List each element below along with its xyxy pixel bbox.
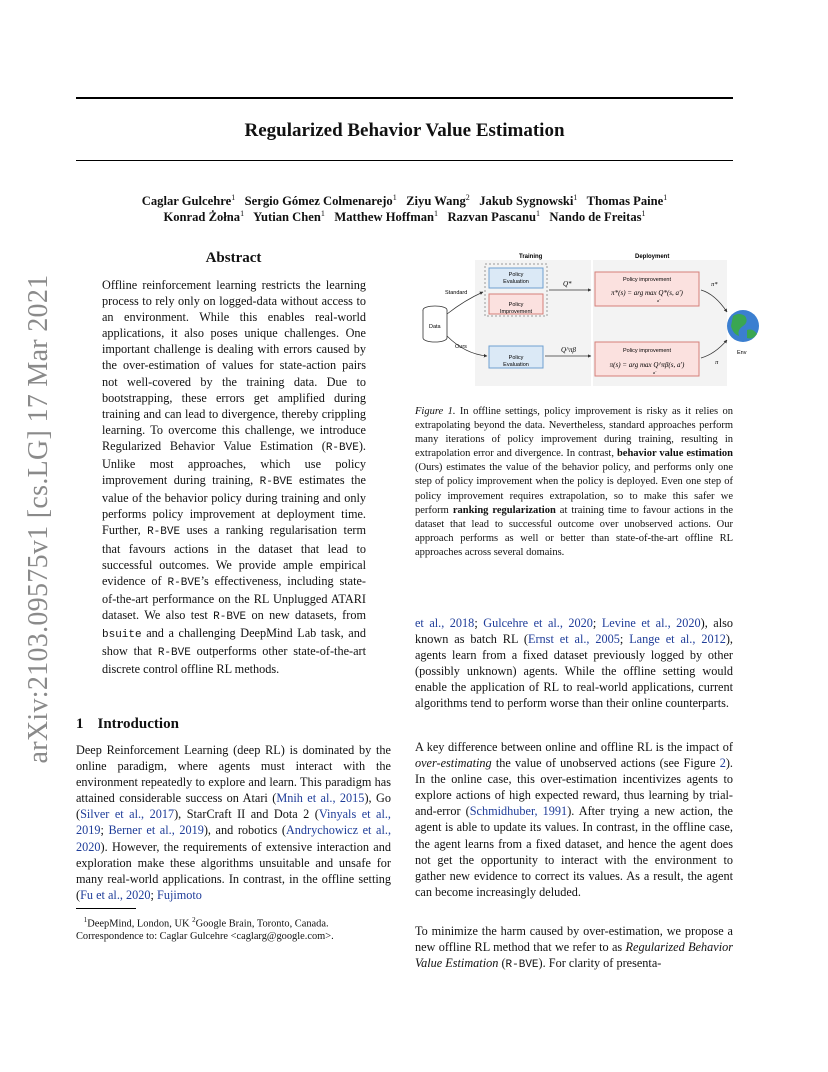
citation-link[interactable]: Gulcehre et al., 2020 [483, 616, 593, 630]
arxiv-sidebar [22, 274, 56, 764]
q-star-label: Q* [563, 280, 572, 288]
right-paragraph-2: A key difference between online and offline RL is the impact of over-estimating the value of unobserved actions (see Figure 2). In the online case, this over-estimation incentivizes agents to explore actions of high expected reward, thus learning by trial-and-error (Schmidhuber, 1991). After trying a new action, the agent is able to update its values. In contrast, in the offline case, the agent learns from a fixed dataset, and hence the agent does not get the opportunity to interact with the environment to gather new evidence to correct its values. As a result, the agent can become increasingly deluded. [415, 740, 733, 899]
authors-line-2 [76, 209, 733, 225]
paper-title: Regularized Behavior Value Estimation [244, 120, 565, 141]
title-top-rule [76, 97, 733, 99]
deployment-label: Deployment [635, 254, 670, 260]
citation-link[interactable]: Fujimoto [157, 887, 202, 902]
citation-link[interactable]: Vinyals et al., 2019 [76, 807, 391, 838]
pi-label: π [715, 359, 719, 366]
equation-1: π*(s) = arg max Q*(s, a′) [611, 289, 683, 297]
authors-line-1 [76, 193, 733, 209]
equation-2: π(s) = arg max Q^πβ(s, a′) [609, 361, 685, 369]
author: Thomas Paine$^1$ [586, 193, 668, 209]
figure-1-diagram [415, 250, 765, 390]
abstract-heading: Abstract [205, 250, 262, 266]
citation-link[interactable]: Mnih et al., 2015 [276, 791, 365, 806]
citation-link[interactable]: Levine et al., 2020 [601, 616, 701, 630]
author: Matthew Hoffman$^1$ [334, 209, 438, 225]
globe-icon [727, 310, 759, 342]
citation-link[interactable]: et al., 2018 [415, 616, 475, 630]
citation-link[interactable]: Ernst et al., 2005 [528, 632, 620, 647]
author: Razvan Pascanu$^1$ [447, 209, 540, 225]
deploy-box-label: Policy improvement [623, 277, 671, 283]
author: Sergio Gómez Colmenarejo$^1$ [244, 193, 397, 209]
section-heading-introduction: 1 Introduction [76, 716, 179, 732]
policy-evaluation-box [489, 268, 543, 288]
standard-label: Standard [445, 290, 468, 296]
citation-link[interactable]: Fu et al., 2020 [80, 887, 151, 902]
right-paragraph-1: et al., 2018; Gulcehre et al., 2020; Levine et al., 2020), also known as batch RL (Ernst et al., 2005; Lange et al., 2012), agents learn from a fixed dataset previously logged by other (possibly unknown) agents. While the offline setting would enable the application of RL to real-world applications, current algorithms tend to perform worse than their online counterparts. [415, 616, 734, 711]
ours-label: Ours [455, 344, 467, 350]
env-label: Env [737, 350, 747, 356]
title-bottom-rule [76, 160, 733, 161]
arxiv-id: arXiv:2103.09575v1 [cs.LG] 17 Mar 2021 [23, 274, 54, 764]
q-pi-beta-label: Q^πβ [561, 346, 577, 354]
figure-ref-link[interactable]: 2 [719, 756, 726, 771]
data-label: Data [429, 324, 441, 330]
citation-link[interactable]: Schmidhuber, 1991 [469, 804, 568, 819]
equation-1-sub: a′ [657, 298, 661, 303]
policy-evaluation-text: Policy Evaluation [503, 272, 529, 285]
citation-link[interactable]: Berner et al., 2019 [108, 823, 204, 838]
training-label: Training [519, 254, 543, 260]
author: Jakub Sygnowski$^1$ [479, 193, 578, 209]
equation-2-sub: a′ [653, 370, 657, 375]
policy-improvement-text: Policy Improvement [499, 302, 533, 315]
citation-link[interactable]: Andrychowicz et al., 2020 [76, 823, 392, 854]
abstract-text: Offline reinforcement learning restricts the learning process to rely only on logged-data without access to an environment. While this enables real-world applications, it also poses unique challenges. One important challenge is dealing with errors caused by the over-estimation of values for state-action pairs not well-covered by the training data. Due to bootstrapping, these errors get amplified during training and can lead to divergence, thereby crippling learning. To overcome this challenge, we introduce Regularized Behavior Value Estimation (R-BVE). Unlike most approaches, which use policy improvement during training, R-BVE estimates the value of the behavior policy during training and only performs policy improvement at deployment time. Further, R-BVE uses a ranking regularisation term that favours actions in the dataset that lead to successful outcomes. We provide ample empirical evidence of R-BVE’s effectiveness, including state-of-the-art performance on the RL Unplugged ATARI dataset. We also test R-BVE on new datasets, from bsuite and a challenging DeepMind Lab task, and show that R-BVE outperforms other state-of-the-art discrete control offline RL methods. [102, 278, 367, 677]
deploy-box-label-ours: Policy improvement [623, 348, 671, 354]
right-paragraph-3: To minimize the harm caused by over-estimation, we propose a new offline RL method that we refer to as Regularized Behavior Value Estimation (R-BVE). For clarity of presenta- [415, 924, 733, 972]
author: Nando de Freitas$^1$ [549, 209, 646, 225]
footnote: $^1$DeepMind, London, UK $^2$Google Brain, Toronto, Canada. Correspondence to: Caglar Gulcehre <caglarg@google.com>. [76, 916, 334, 943]
citation-link[interactable]: Silver et al., 2017 [80, 807, 175, 822]
figure-1-caption: Figure 1. In offline settings, policy improvement is risky as it relies on extrapolating beyond the data. Nevertheless, standard approaches perform many iterations of policy improvement during training, resulting in extrapolation error and divergence. In contrast, behavior value estimation (Ours) estimates the value of the behavior policy, and performs only one step of policy improvement when the policy is deployed. Even one step of policy improvement requires extrapolation, so to make this safer we perform ranking regularization at training time to favour actions in the dataset that lead to successful outcome over unobserved actions. Our approach performs as well or better than state-of-the-art offline RL approaches across several domains. [415, 406, 733, 558]
author: Konrad Żołna$^1$ [163, 209, 245, 225]
pi-star-label: π* [711, 281, 718, 288]
author: Ziyu Wang$^2$ [406, 193, 470, 209]
ours-policy-evaluation-text: Policy Evaluation [503, 355, 529, 368]
introduction-text: Deep Reinforcement Learning (deep RL) is dominated by the online paradigm, where agents must interact with the environment repeatedly to explore and learn. This paradigm has attained considerable success on Atari (Mnih et al., 2015), Go (Silver et al., 2017), StarCraft II and Dota 2 (Vinyals et al., 2019; Berner et al., 2019), and robotics (Andrychowicz et al., 2020). However, the requirements of extensive interaction and exploration make these algorithms unsuitable and unsafe for many real-world applications. In contrast, in the offline setting (Fu et al., 2020; Fujimoto [76, 743, 392, 902]
author: Yutian Chen$^1$ [253, 209, 325, 225]
author: Caglar Gulcehre$^1$ [141, 193, 236, 209]
citation-link[interactable]: Lange et al., 2012 [629, 632, 726, 647]
footnote-rule [76, 908, 136, 909]
